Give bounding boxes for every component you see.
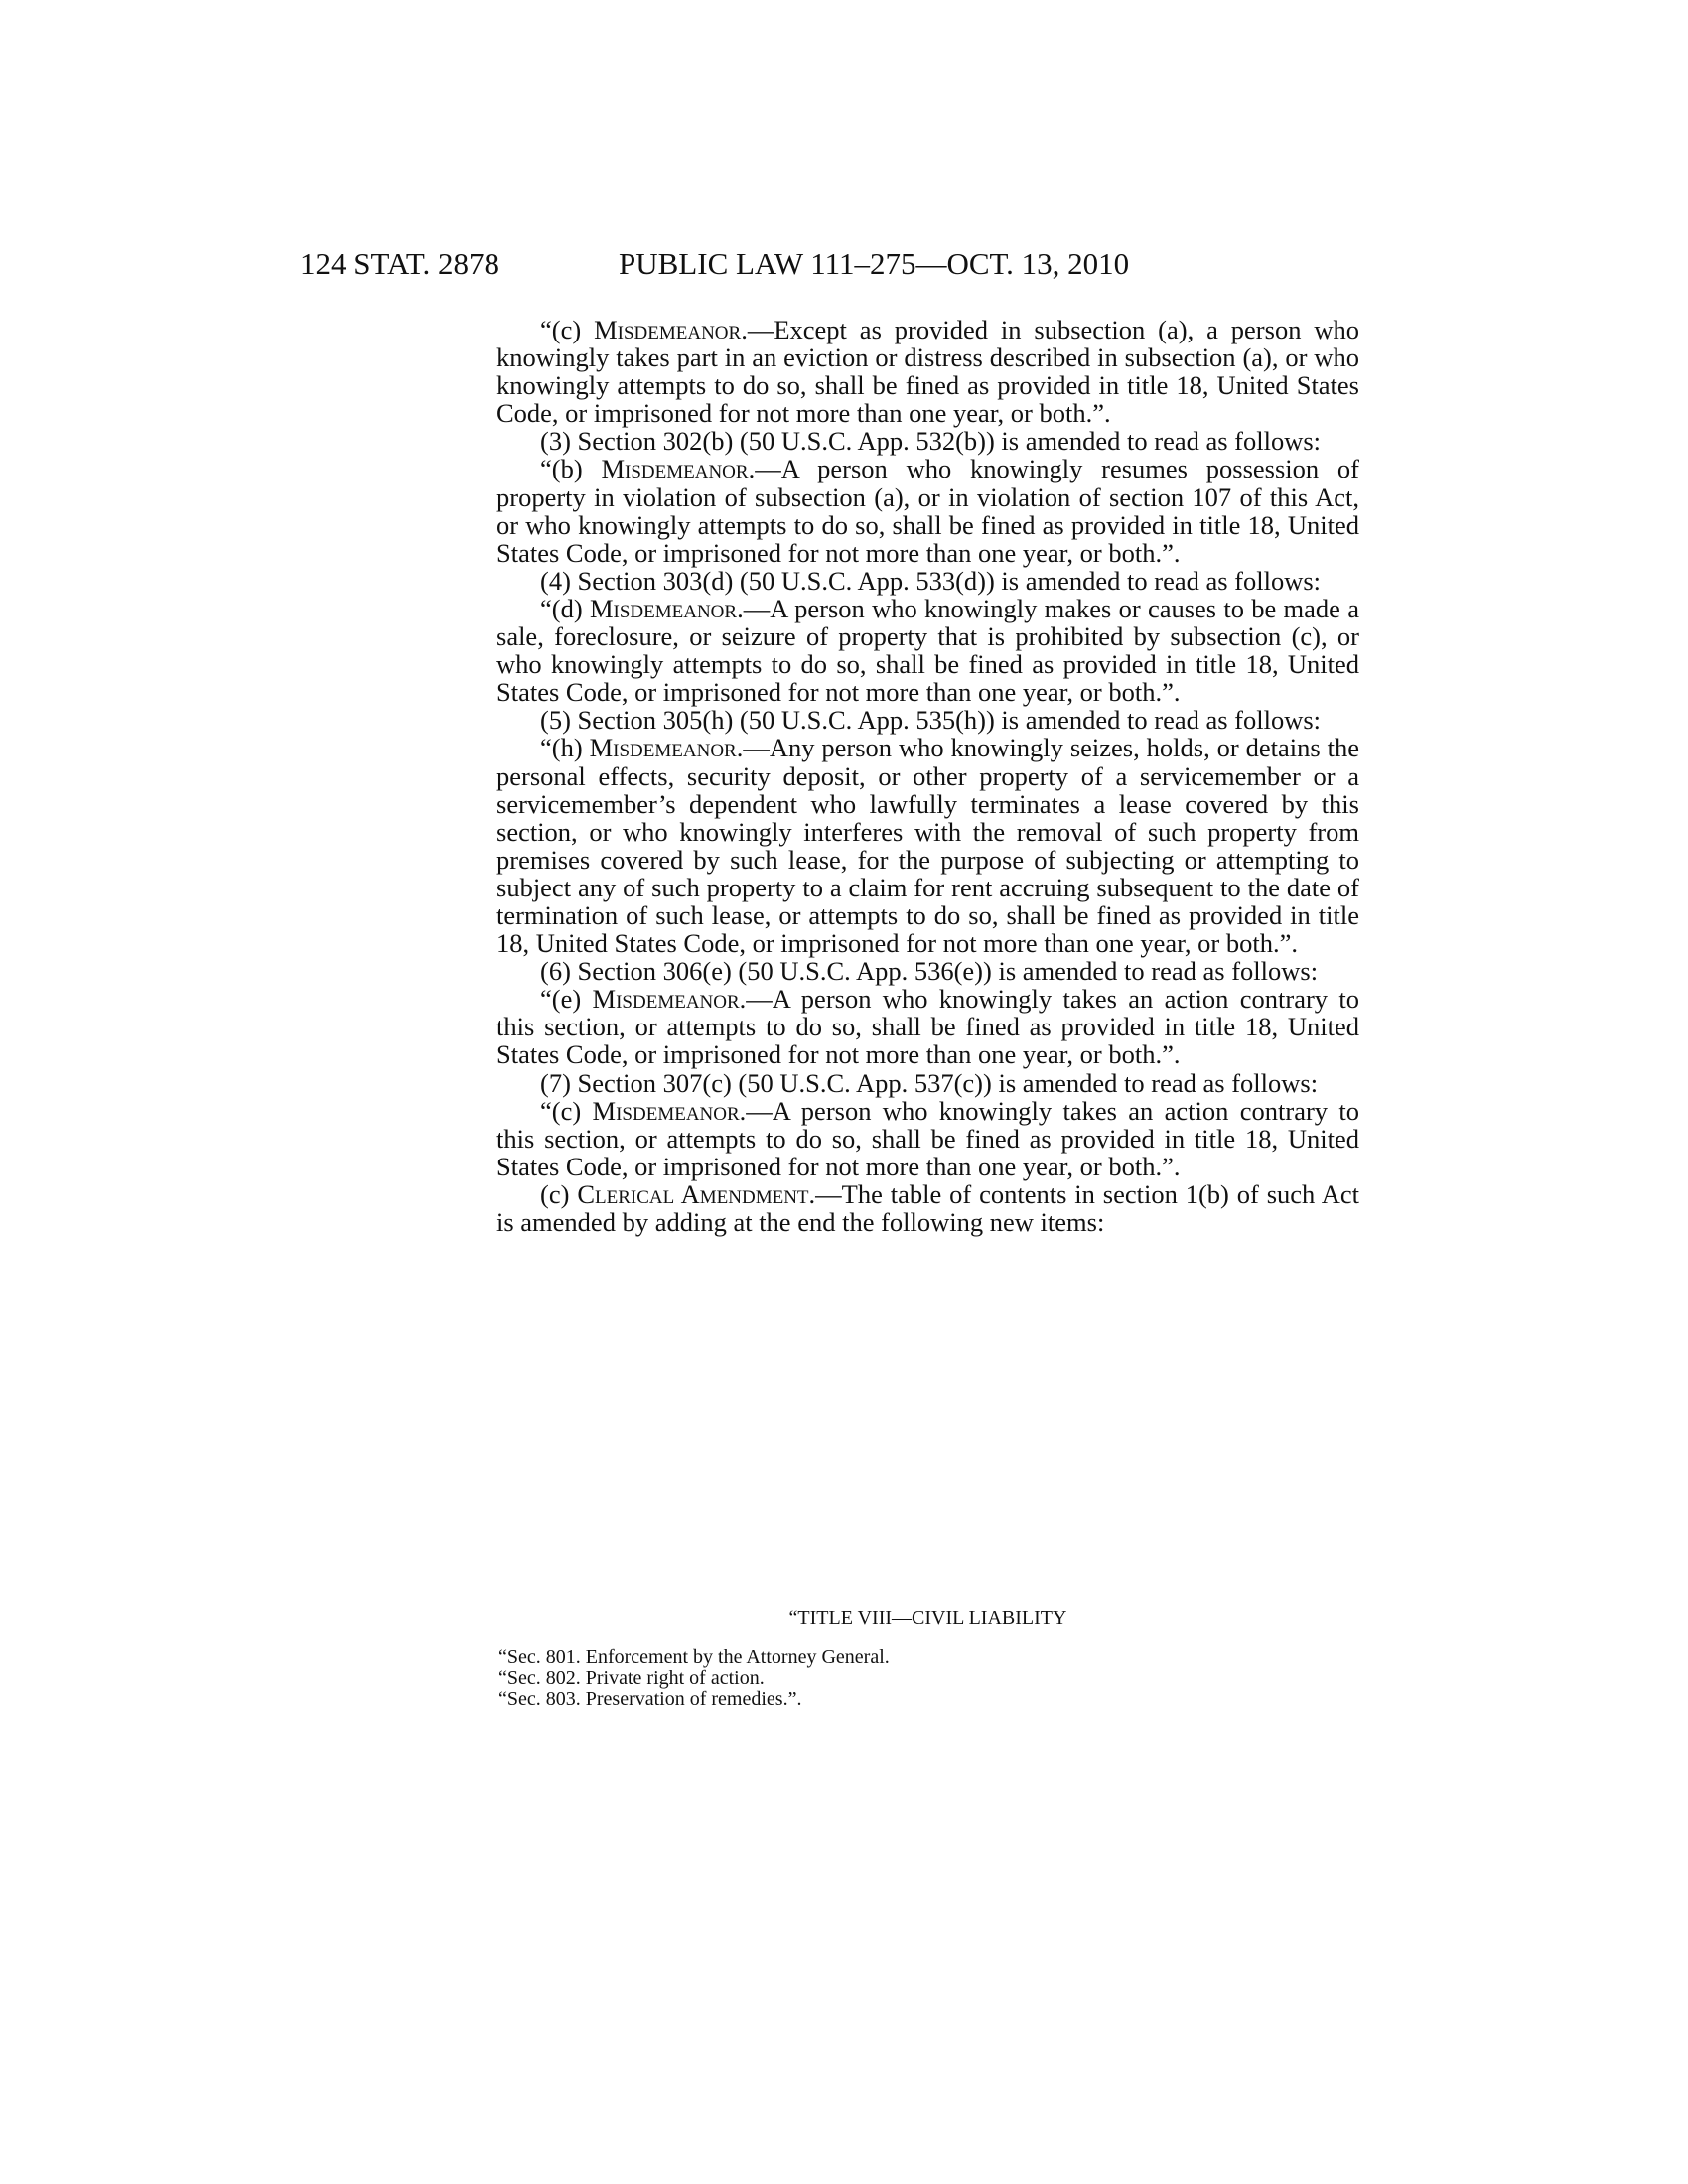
statute-page-number: 124 STAT. 2878 <box>300 246 500 281</box>
paragraph-misdemeanor-b: “(b) Misdemeanor.—A person who knowingly resumes possession of property in violation of subsection (a), or in violation of section 107 of this Act, or who knowingly attempts to do so, shall be fined as provided in title 18, United States Code, or imprisoned for not more than one year, or both.”. <box>496 454 1359 568</box>
paragraph-amendment-4: (4) Section 303(d) (50 U.S.C. App. 533(d)) is amended to read as follows: <box>540 565 1322 596</box>
document-body <box>496 316 1359 1236</box>
misdemeanor-heading: Misdemeanor <box>601 454 749 484</box>
toc-item: “Sec. 802. Private right of action. <box>498 1667 765 1689</box>
toc-title: “TITLE VIII—CIVIL LIABILITY <box>788 1607 1067 1629</box>
page-header <box>300 244 1303 284</box>
misdemeanor-heading: Misdemeanor <box>592 984 740 1015</box>
paragraph-misdemeanor-d: “(d) Misdemeanor.—A person who knowingly makes or causes to be made a sale, foreclosure, or seizure of property that is prohibited by subsection (c), or who knowingly attempts to do so, shall be fined as provided in title 18, United States Code, or imprisoned for not more than one year, or both.”. <box>496 593 1359 708</box>
toc-item: “Sec. 801. Enforcement by the Attorney General. <box>498 1646 890 1668</box>
paragraph-misdemeanor-c: “(c) Misdemeanor.—Except as provided in subsection (a), a person who knowingly takes part in an eviction or distress described in subsection (a), or who knowingly attempts to do so, shall be fined as provided in title 18, United States Code, or imprisoned for not more than one year, or both.”. <box>496 315 1359 429</box>
paragraph-clerical-amendment: (c) Clerical Amendment.—The table of contents in section 1(b) of such Act is amended by adding at the end the following new items: <box>496 1178 1359 1237</box>
misdemeanor-heading: Misdemeanor <box>594 315 742 344</box>
misdemeanor-heading: Misdemeanor <box>589 733 737 763</box>
paragraph-amendment-7: (7) Section 307(c) (50 U.S.C. App. 537(c)) is amended to read as follows: <box>540 1067 1319 1098</box>
clerical-amendment-heading: Clerical Amendment <box>577 1178 809 1209</box>
paragraph-misdemeanor-e: “(e) Misdemeanor.—A person who knowingly takes an action contrary to this section, or attempts to do so, shall be fined as provided in title 18, United States Code, or imprisoned for not more than one year, or both.”. <box>496 984 1359 1070</box>
toc-item: “Sec. 803. Preservation of remedies.”. <box>498 1688 802 1709</box>
paragraph-amendment-3: (3) Section 302(b) (50 U.S.C. App. 532(b)) is amended to read as follows: <box>540 426 1322 457</box>
paragraph-amendment-5: (5) Section 305(h) (50 U.S.C. App. 535(h)) is amended to read as follows: <box>540 705 1322 736</box>
misdemeanor-heading: Misdemeanor <box>592 1095 740 1126</box>
paragraph-misdemeanor-h: “(h) Misdemeanor.—Any person who knowingly seizes, holds, or detains the personal effects, security deposit, or other property of a servicemember or a servicemember’s dependent who lawfully terminates a lease covered by this section, or who knowingly interferes with the removal of such property from premises covered by such lease, for the purpose of subjecting or attempting to subject any of such property to a claim for rent accruing subsequent to the date of termination of such lease, or attempts to do so, shall be fined as provided in title 18, United States Code, or imprisoned for not more than one year, or both.”. <box>496 733 1359 959</box>
table-of-contents-insert <box>496 1608 1359 1709</box>
running-head: PUBLIC LAW 111–275—OCT. 13, 2010 <box>619 246 1130 281</box>
paragraph-amendment-6: (6) Section 306(e) (50 U.S.C. App. 536(e)) is amended to read as follows: <box>540 956 1319 987</box>
paragraph-misdemeanor-c-307: “(c) Misdemeanor.—A person who knowingly takes an action contrary to this section, or attempts to do so, shall be fined as provided in title 18, United States Code, or imprisoned for not more than one year, or both.”. <box>496 1095 1359 1181</box>
misdemeanor-heading: Misdemeanor <box>589 593 738 623</box>
